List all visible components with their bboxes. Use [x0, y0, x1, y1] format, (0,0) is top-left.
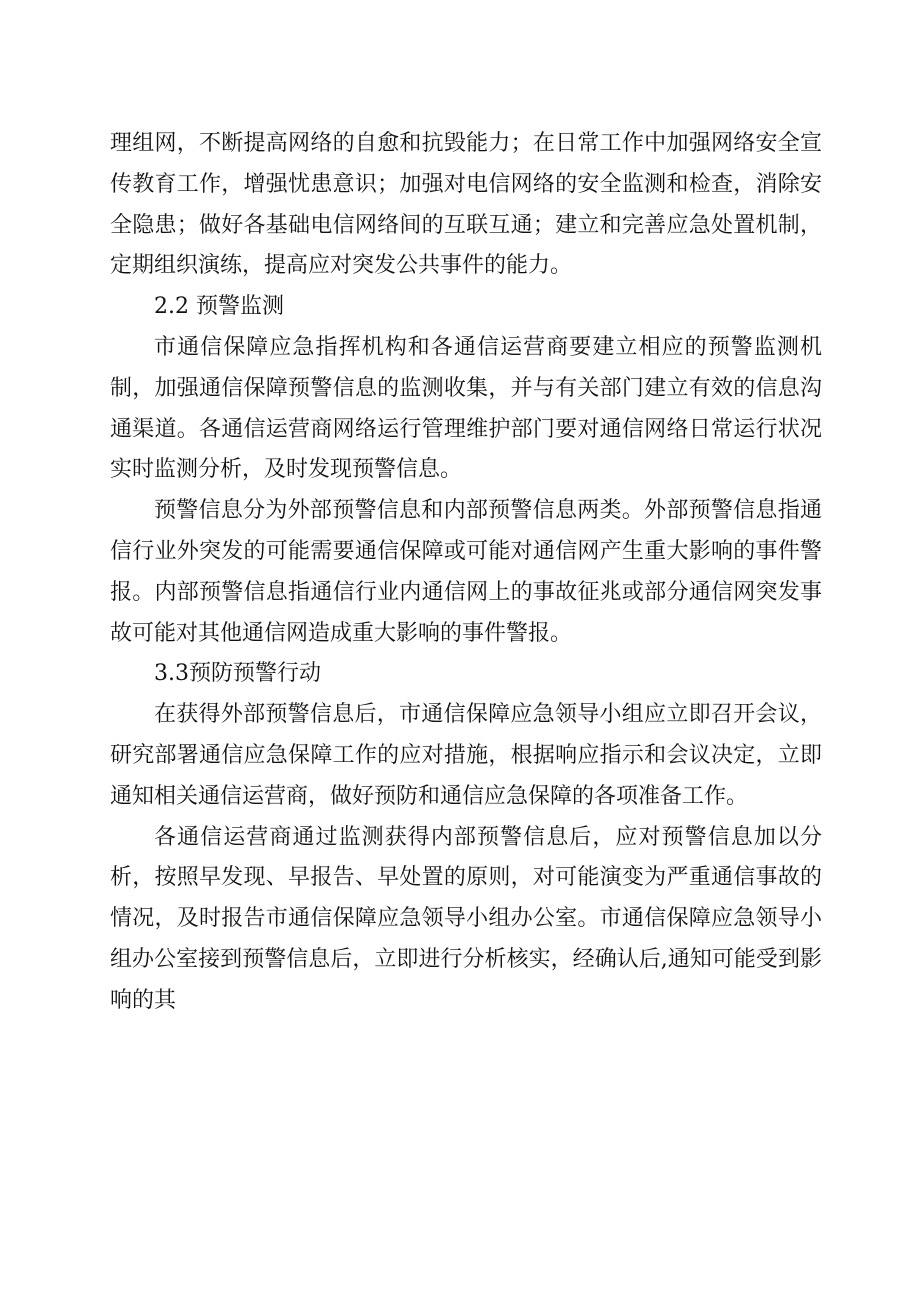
- paragraph-external-warning-response: 在获得外部预警信息后，市通信保障应急领导小组应立即召开会议，研究部署通信应急保障工作的应对措施，根据响应指示和会议决定，立即通知相关通信运营商，做好预防和通信应急保障的各项准备工作。: [110, 702, 822, 809]
- document-body: [110, 124, 822, 1022]
- paragraph-internal-warning-response: 各通信运营商通过监测获得内部预警信息后，应对预警信息加以分析，按照早发现、早报告、早处置的原则，对可能演变为严重通信事故的情况，及时报告市通信保障应急领导小组办公室。市通信保障应急领导小组办公室接到预警信息后，立即进行分析核实，经确认后,通知可能受到影响的其: [110, 824, 822, 1013]
- paragraph-monitoring-mechanism: 市通信保障应急指挥机构和各通信运营商要建立相应的预警监测机制，加强通信保障预警信息的监测收集，并与有关部门建立有效的信息沟通渠道。各通信运营商网络运行管理维护部门要对通信网络日常运行状况实时监测分析，及时发现预警信息。: [110, 334, 822, 483]
- paragraph-warning-types: 预警信息分为外部预警信息和内部预警信息两类。外部预警信息指通信行业外突发的可能需要通信保障或可能对通信网产生重大影响的事件警报。内部预警信息指通信行业内通信网上的事故征兆或部分通信网突发事故可能对其他通信网造成重大影响的事件警报。: [110, 498, 822, 646]
- paragraph-continuation: 理组网，不断提高网络的自愈和抗毁能力；在日常工作中加强网络安全宣传教育工作，增强忧患意识；加强对电信网络的安全监测和检查，消除安全隐患；做好各基础电信网络间的互联互通；建立和完善应急处置机制，定期组织演练，提高应对突发公共事件的能力。: [110, 131, 822, 279]
- section-heading-3-3: 3.3预防预警行动: [154, 661, 321, 687]
- section-heading-2-2: 2.2 预警监测: [154, 294, 284, 320]
